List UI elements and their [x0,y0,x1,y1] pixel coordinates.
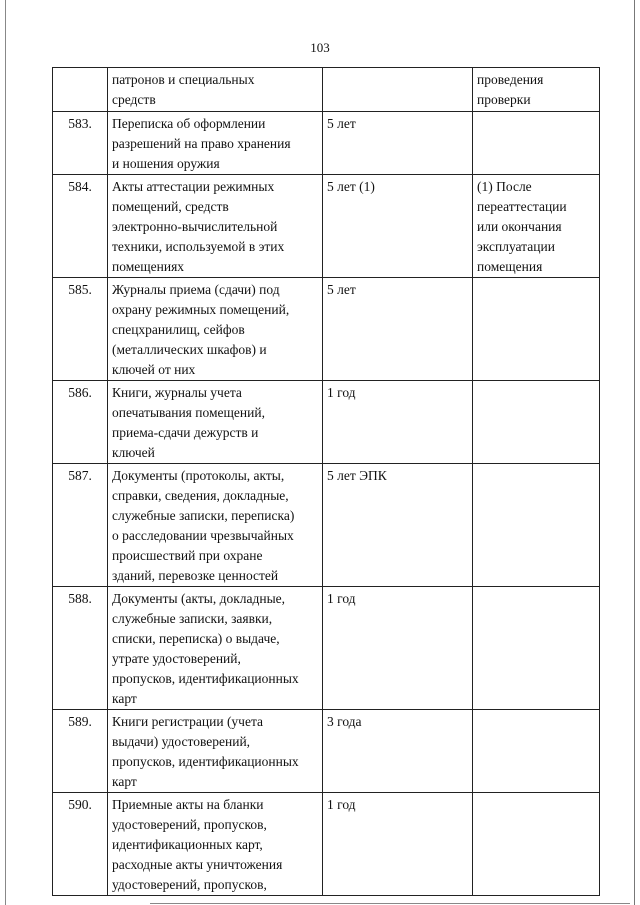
document-description: Документы (протоколы, акты, справки, сведения, докладные, служебные записки, переписка) о расследовании чрезвычайных происшествий при охране зданий, перевозке ценностей [108,464,323,587]
retention-note [473,278,600,381]
table-row [53,464,600,587]
retention-term: 5 лет (1) [323,175,473,278]
row-number: 590. [53,793,108,896]
row-number: 587. [53,464,108,587]
records-retention-table [52,67,600,896]
retention-term: 5 лет [323,112,473,175]
table-row [53,381,600,464]
row-number [53,68,108,112]
scan-edge-left [5,0,6,905]
scan-edge-right [634,0,635,905]
document-description: Акты аттестации режимных помещений, средств электронно-вычислительной техники, используемой в этих помещениях [108,175,323,278]
scan-edge-bottom [150,903,630,904]
row-number: 588. [53,587,108,710]
retention-term [323,68,473,112]
row-number: 585. [53,278,108,381]
retention-note [473,112,600,175]
retention-note [473,381,600,464]
row-number: 589. [53,710,108,793]
page-number: 103 [310,40,330,55]
row-number: 584. [53,175,108,278]
row-number: 583. [53,112,108,175]
retention-note [473,793,600,896]
table-row [53,278,600,381]
retention-note: (1) После переаттестации или окончания эксплуатации помещения [473,175,600,278]
document-description: Журналы приема (сдачи) под охрану режимных помещений, спецхранилищ, сейфов (металлических шкафов) и ключей от них [108,278,323,381]
retention-note [473,464,600,587]
retention-term: 5 лет ЭПК [323,464,473,587]
retention-note [473,710,600,793]
retention-term: 3 года [323,710,473,793]
table-row [53,587,600,710]
document-description: Переписка об оформлении разрешений на право хранения и ношения оружия [108,112,323,175]
retention-term: 5 лет [323,278,473,381]
document-description: Книги, журналы учета опечатывания помещений, приема-сдачи дежурств и ключей [108,381,323,464]
table-row [53,68,600,112]
retention-term: 1 год [323,381,473,464]
table-row [53,112,600,175]
document-description: Приемные акты на бланки удостоверений, пропусков, идентификационных карт, расходные акты уничтожения удостоверений, пропусков, [108,793,323,896]
table-row [53,175,600,278]
retention-term: 1 год [323,793,473,896]
retention-term: 1 год [323,587,473,710]
table-row [53,710,600,793]
retention-note [473,587,600,710]
retention-note: проведения проверки [473,68,600,112]
document-description: патронов и специальных средств [108,68,323,112]
table-row [53,793,600,896]
row-number: 586. [53,381,108,464]
document-description: Книги регистрации (учета выдачи) удостоверений, пропусков, идентификационных карт [108,710,323,793]
document-description: Документы (акты, докладные, служебные записки, заявки, списки, переписка) о выдаче, утрате удостоверений, пропусков, идентификационных карт [108,587,323,710]
